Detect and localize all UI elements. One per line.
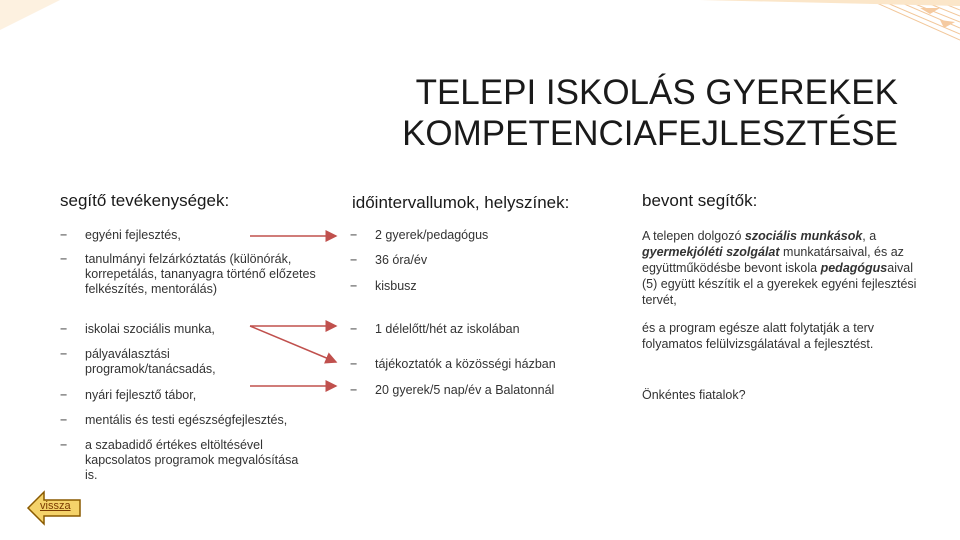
back-link[interactable]: vissza (40, 500, 71, 512)
list-item: − iskolai szociális munka, (60, 322, 215, 336)
middle-column-header: időintervallumok, helyszínek: (352, 193, 570, 212)
decorative-header-graphic (0, 0, 960, 60)
list-item: − tájékoztatók a közösségi házban (350, 357, 556, 371)
list-item: − a szabadidő értékes eltöltésével kapcsolatos programok megvalósítása is. (60, 438, 299, 482)
list-item: − 2 gyerek/pedagógus (350, 228, 489, 242)
list-item: − 1 délelőtt/hét az iskolában (350, 322, 520, 336)
helpers-paragraph: A telepen dolgozó szociális munkások, a gyermekjóléti szolgálat munkatársaival, és az együttműködésbe bevont iskola pedagógusaival (5) együtt készítik el a gyerekek egyéni fejlesztési tervét, (642, 229, 917, 307)
list-item: − kisbusz (350, 279, 417, 293)
title-line-2: KOMPETENCIAFEJLESZTÉSE (402, 114, 898, 153)
list-item: − 20 gyerek/5 nap/év a Balatonnál (350, 383, 555, 397)
title-line-1: TELEPI ISKOLÁS GYEREKEK (415, 73, 898, 112)
right-column-header: bevont segítők: (642, 191, 758, 210)
volunteers-question: Önkéntes fiatalok? (642, 388, 746, 402)
list-item: − nyári fejlesztő tábor, (60, 388, 197, 402)
list-item: − mentális és testi egészségfejlesztés, (60, 413, 288, 427)
list-item: − tanulmányi felzárkóztatás (különórák, korrepetálás, tananyagra történő előzetes felkészítés, mentorálás) (60, 252, 316, 296)
left-column-header: segítő tevékenységek: (60, 191, 230, 210)
list-item: − egyéni fejlesztés, (60, 228, 181, 242)
page-title (300, 72, 898, 154)
continuation-paragraph: és a program egésze alatt folytatják a terv folyamatos felülvizsgálatával a fejlesztést. (642, 321, 875, 351)
list-item: − 36 óra/év (350, 253, 428, 267)
list-item: − pályaválasztási programok/tanácsadás, (60, 347, 216, 376)
